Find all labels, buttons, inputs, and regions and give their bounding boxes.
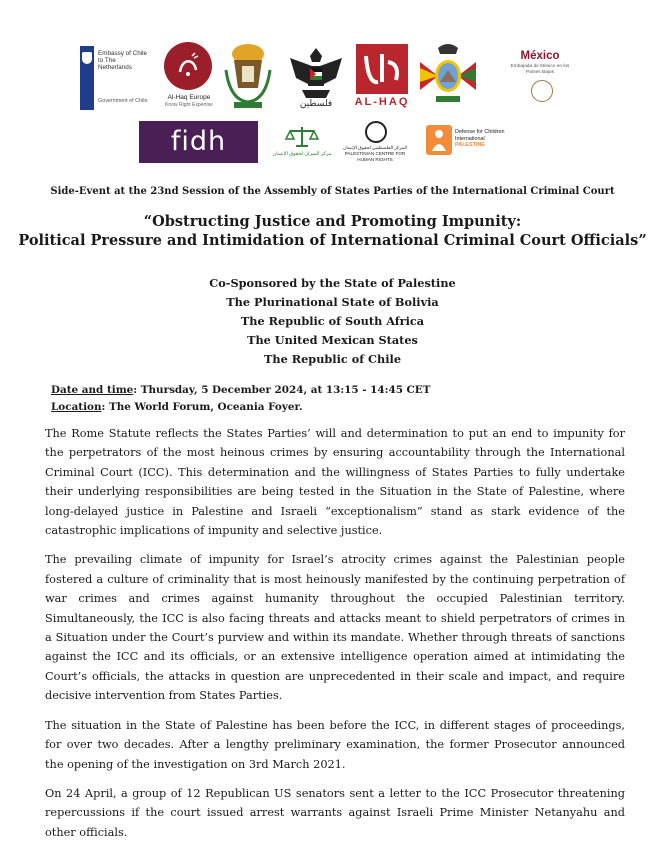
mexico-seal-icon: [531, 80, 553, 102]
al-haq-europe-logo: [158, 42, 220, 112]
scales-of-justice-icon: [268, 125, 336, 149]
al-haq-logo: [352, 42, 412, 114]
chile-crest-icon: [82, 52, 92, 64]
event-title-line-2: Political Pressure and Intimidation of International Criminal Court Officials”: [18, 232, 647, 249]
fidh-name: fidh: [170, 126, 227, 157]
cosponsor-item: The Republic of South Africa: [240, 314, 425, 328]
date-time-value: : Thursday, 5 December 2024, at 13:15 - 14:45 CET: [133, 384, 431, 396]
fidh-logo: [139, 121, 258, 163]
bolivia-coat-of-arms-icon: [412, 40, 484, 112]
body-paragraph: The prevailing climate of impunity for Israel’s atrocity crimes against the Palestinian people fostered a culture of criminality that is most heinously manifested by the continuing perpetration of war crimes and crimes against humanity throughout the occupied Palestinian territory. Simultaneously, the ICC is also facing threats and attacks meant to shield perpetrators of crimes in a Situation under the Court’s purview and within its mandate. Whether through threats of sanctions against the ICC and its officials, or an extensive intelligence operation aimed at intimidating the Court’s officials, the attacks in question are unprecedented in their scale and impact, and require decisive intervention from States Parties.: [45, 553, 625, 703]
al-haq-europe-name: Al-Haq Europe: [167, 94, 211, 101]
al-haq-name: AL-HAQ: [354, 96, 410, 108]
event-title: [0, 212, 665, 250]
palestine-emblem-text: فلسطين: [299, 98, 333, 108]
mexico-embassy-text: Embajada de México en los Países Bajos: [510, 64, 570, 75]
cosponsor-item: The Republic of Chile: [263, 352, 402, 366]
cosponsors-list: [0, 274, 665, 369]
event-details: [51, 382, 430, 416]
body-paragraph: The situation in the State of Palestine has been before the ICC, in different stages of proceedings, for over two decades. After a lengthy preliminary examination, the former Prosecutor announced the opening of the investigation on 3rd March 2021.: [45, 718, 625, 771]
al-haq-emblem-icon: [356, 44, 408, 94]
chile-embassy-text: Embassy of Chile to The Netherlands: [98, 50, 147, 71]
dci-child-icon: [426, 125, 452, 155]
pchr-text: المركز الفلسطيني لحقوق الإنسان PALESTINIAN CENTRE FOR HUMAN RIGHTS: [342, 145, 408, 162]
palestine-eagle-emblem-icon: [286, 42, 346, 114]
cosponsor-item: The Plurinational State of Bolivia: [226, 295, 439, 309]
cosponsor-item: The United Mexican States: [247, 333, 418, 347]
al-haq-europe-tagline: Know Right Expertise: [165, 102, 213, 108]
dci-palestine-logo: [424, 121, 526, 163]
body-text: [45, 424, 625, 852]
pchr-logo: [340, 121, 410, 165]
body-paragraph: On 24 April, a group of 12 Republican US senators sent a letter to the ICC Prosecutor threatening repercussions if the court issued arrest warrants against Israeli Prime Minister Netanyahu and other officials.: [45, 786, 625, 839]
event-title-line-1: “Obstructing Justice and Promoting Impunity:: [143, 213, 522, 230]
chile-embassy-logo: [80, 46, 146, 110]
south-africa-coat-of-arms-icon: [220, 40, 276, 112]
cosponsor-item: Co-Sponsored by the State of Palestine: [209, 276, 456, 290]
mexico-embassy-logo: [510, 50, 570, 106]
location-label: Location: [51, 401, 102, 413]
date-time-label: Date and time: [51, 384, 134, 396]
date-time-line: [51, 382, 430, 399]
pchr-emblem-icon: [365, 121, 387, 143]
location-line: [51, 399, 430, 416]
body-paragraph: The Rome Statute reflects the States Parties’ will and determination to put an end to impunity for the perpetrators of the most heinous crimes by ensuring accountability through the International Criminal Court (ICC). This determination and the willingness of States Parties to fully undertake their underlying responsibilities are being tested in the Situation in the State of Palestine, where long-delayed justice in Palestine and Israeli “exceptionalism” stand as stark evidence of the catastrophic implications of impunity and selective justice.: [45, 427, 625, 538]
mexico-name: México: [520, 50, 560, 62]
location-value: : The World Forum, Oceania Foyer.: [101, 401, 303, 413]
chile-government-text: Government of Chile: [98, 98, 148, 104]
dci-text: Defense for Children International PALESTINE: [455, 129, 505, 149]
side-event-heading: Side-Event at the 23nd Session of the Assembly of States Parties of the International Criminal Court: [50, 186, 615, 197]
al-mezan-text: مركز الميزان لحقوق الإنسان: [272, 151, 332, 157]
al-haq-europe-emblem-icon: [164, 42, 212, 90]
al-mezan-logo: [268, 125, 336, 165]
